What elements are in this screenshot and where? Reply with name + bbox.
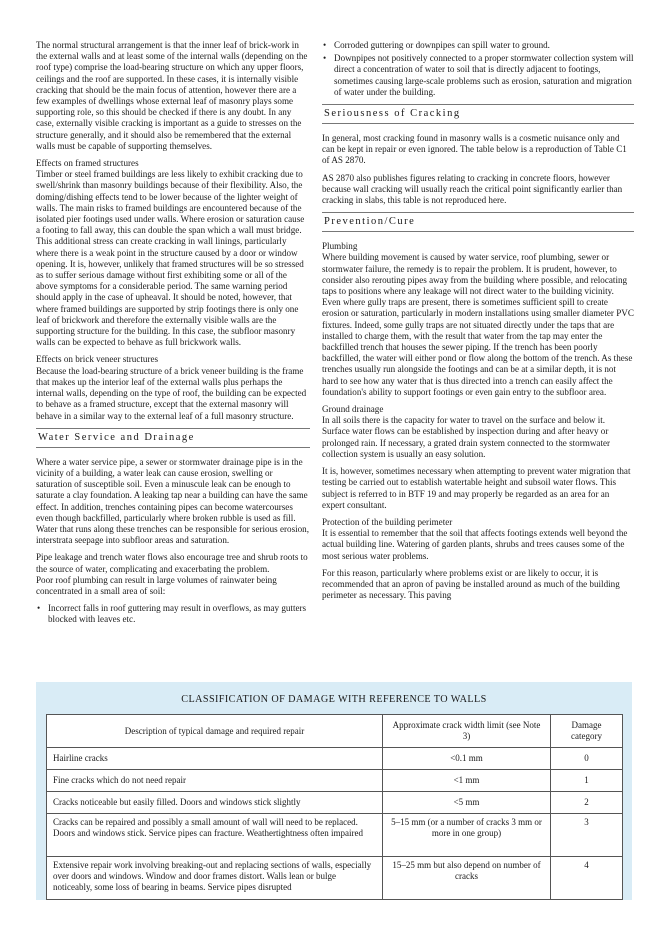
crack-width: <0.1 mm [383,748,551,770]
ground-drainage-paragraph-2: It is, however, sometimes necessary when attempting to prevent water migration that testing be carried out to establish watertable height and subsoil water flows. This subject is referred to in BTF 19 and may properly be regarded as an area for an expert consultant. [322,466,631,510]
damage-classification-table [46,714,623,900]
damage-category: 0 [551,748,623,770]
table-row [47,857,623,900]
roof-plumbing-list [36,603,310,625]
damage-description: Cracks noticeable but easily filled. Doors and windows stick slightly [47,792,383,814]
list-item: • Downpipes not positively connected to a proper stormwater collection system will direct a concentration of water to soil that is directly adjacent to footings, sometimes causing large-scale problems such as erosion, saturation and migration of water under the building. [322,53,634,98]
perimeter-subheading: Protection of the building perimeter [322,516,453,527]
water-service-heading: Water Service and Drainage [36,428,310,448]
table-title: CLASSIFICATION OF DAMAGE WITH REFERENCE TO WALLS [181,694,487,705]
prevention-heading: Prevention/Cure [322,212,634,232]
damage-description: Cracks can be repaired and possibly a small amount of wall will need to be replaced. Doors and windows stick. Service pipes can fracture. Weathertightness often impaired [47,814,383,857]
table-header-row [47,715,623,748]
crack-width: <1 mm [383,770,551,792]
water-service-paragraph-3: Poor roof plumbing can result in large volumes of rainwater being concentrated in a small area of soil: [36,574,277,596]
ground-drainage-subheading: Ground drainage [322,404,384,415]
table-row [47,792,623,814]
list-item: • Corroded guttering or downpipes can spill water to ground. [322,40,634,51]
damage-description: Hairline cracks [47,748,383,770]
brick-veneer-paragraph: Because the load-bearing structure of a brick veneer building is the frame that makes up the interior leaf of the external walls plus perhaps the internal walls, depending on the type of roof, the building can be expected to behave as a framed structure, except that the external masonry will behave in a similar way to the external leaf of a full masonry structure. [36,365,307,421]
perimeter-paragraph-1: It is essential to remember that the soil that affects footings extends well beyond the actual building line. Watering of garden plants, shrubs and trees causes some of the most serious water problems. [322,528,628,561]
seriousness-paragraph-2: AS 2870 also publishes figures relating to cracking in concrete floors, however because wall cracking will usually reach the critical point significantly earlier than cracking in slabs, this table is not reproduced here. [322,172,623,206]
column-header-category: Damage category [551,715,623,748]
seriousness-paragraph-1: In general, most cracking found in masonry walls is a cosmetic nuisance only and can be kept in repair or even ignored. The table below is a reproduction of Table C1 of AS 2870. [322,133,627,166]
intro-paragraph: The normal structural arrangement is that the inner leaf of brick-work in the external walls and at least some of the internal walls (depending on the roof type) comprise the load-bearing structure on which any upper floors, ceilings and the roof are supported. In these cases, it is internally visible cracking that should be the main focus of attention, however there are a few examples of dwellings whose external leaf of masonry plays some supporting role, so this should be checked if there is any doubt. In any case, externally visible cracking is important as a guide to stresses on the structure generally, and it should also be remembered that the external walls must be capable of supporting themselves. [36,40,308,151]
ground-drainage-paragraph-1: In all soils there is the capacity for water to travel on the surface and below it. Surface water flows can be established by inspection during and after heavy or prolonged rain. If necessary, a grated drain system connected to the stormwater collection system is usually an easy solution. [322,415,611,459]
right-column [322,40,634,607]
perimeter-paragraph-2: For this reason, particularly where problems exist or are likely to occur, it is recommended that an apron of paving be installed around as much of the building perimeter as necessary. This paving [322,567,620,601]
damage-description: Extensive repair work involving breaking-out and replacing sections of walls, especially over doors and windows. Window and door frames distort. Walls lean or bulge noticeably, some loss of bearing in beams. Service pipes disrupted [47,857,383,900]
roof-plumbing-list-continued [322,40,634,98]
crack-width: <5 mm [383,792,551,814]
damage-category: 2 [551,792,623,814]
damage-classification-panel [36,682,632,900]
damage-description: Fine cracks which do not need repair [47,770,383,792]
column-header-crack-width: Approximate crack width limit (see Note 3) [383,715,551,748]
water-service-paragraph-1: Where a water service pipe, a sewer or stormwater drainage pipe is in the vicinity of a building, a water leak can cause erosion, swelling or saturation of susceptible soil. Even a minuscule leak can be enough to saturate a clay foundation. A leaking tap near a building can have the same effect. In addition, trenches containing pipes can become watercourses even though backfilled, particularly where broken rubble is used as fill. Water that runs along these trenches can be responsible for serious erosion, interstrata seepage into subfloor areas and saturation. [36,456,310,546]
table-row [47,748,623,770]
table-row [47,770,623,792]
crack-width: 5–15 mm (or a number of cracks 3 mm or more in one group) [383,814,551,857]
water-service-paragraph-2: Pipe leakage and trench water flows also encourage tree and shrub roots to the source of water, complicating and exacerbating the problem. [36,552,308,574]
plumbing-subheading: Plumbing [322,241,358,252]
seriousness-heading: Seriousness of Cracking [322,104,634,124]
brick-veneer-subheading: Effects on brick veneer structures [36,354,159,365]
crack-width: 15–25 mm but also depend on number of cracks [383,857,551,900]
column-header-description: Description of typical damage and required repair [47,715,383,748]
table-row [47,814,623,857]
plumbing-paragraph: Where building movement is caused by water service, roof plumbing, sewer or stormwater failure, the remedy is to repair the problem. It is prudent, however, to consider also rerouting pipes away from the building where possible, and relocating taps to positions where any leakage will not direct water to the building vicinity. Even where gully traps are present, there is sometimes sufficient spill to create erosion or saturation, particularly in modern installations using smaller diameter PVC fixtures. Indeed, some gully traps are not situated directly under the taps that are installed to charge them, with the result that water from the tap may enter the backfilled trench that houses the sewer piping. If the trench has been poorly backfilled, the water will either pond or flow along the bottom of the trench. As these trenches usually run alongside the footings and can be at a similar depth, it is not hard to see how any water that is thus directed into a trench can easily affect the foundation's ability to support footings or even gain entry to the subfloor area. [322,252,634,397]
damage-category: 3 [551,814,623,857]
list-item: • Incorrect falls in roof guttering may result in overflows, as may gutters blocked with leaves etc. [36,603,310,625]
damage-category: 4 [551,857,623,900]
damage-category: 1 [551,770,623,792]
left-column [36,40,310,632]
framed-structures-subheading: Effects on framed structures [36,158,139,169]
framed-structures-paragraph: Timber or steel framed buildings are less likely to exhibit cracking due to swell/shrink than masonry buildings because of their flexibility. Also, the doming/dishing effects tend to be lower because of the lighter weight of walls. The main risks to framed buildings are encountered because of the isolated pier footings used under walls. Where erosion or saturation cause a footing to fall away, this can double the span which a wall must bridge. This additional stress can create cracking in wall linings, particularly where there is a weak point in the structure caused by a door or window opening. It is, however, unlikely that framed structures will be so stressed as to suffer serious damage without first exhibiting some or all of the above symptoms for a considerable period. The same warning period should apply in the case of upheaval. It should be noted, however, that where framed buildings are supported by strip footings there is only one leaf of brickwork and therefore the externally visible walls are the supporting structure for the building. In this case, the subfloor masonry walls can be expected to behave as full brickwork walls. [36,169,305,348]
